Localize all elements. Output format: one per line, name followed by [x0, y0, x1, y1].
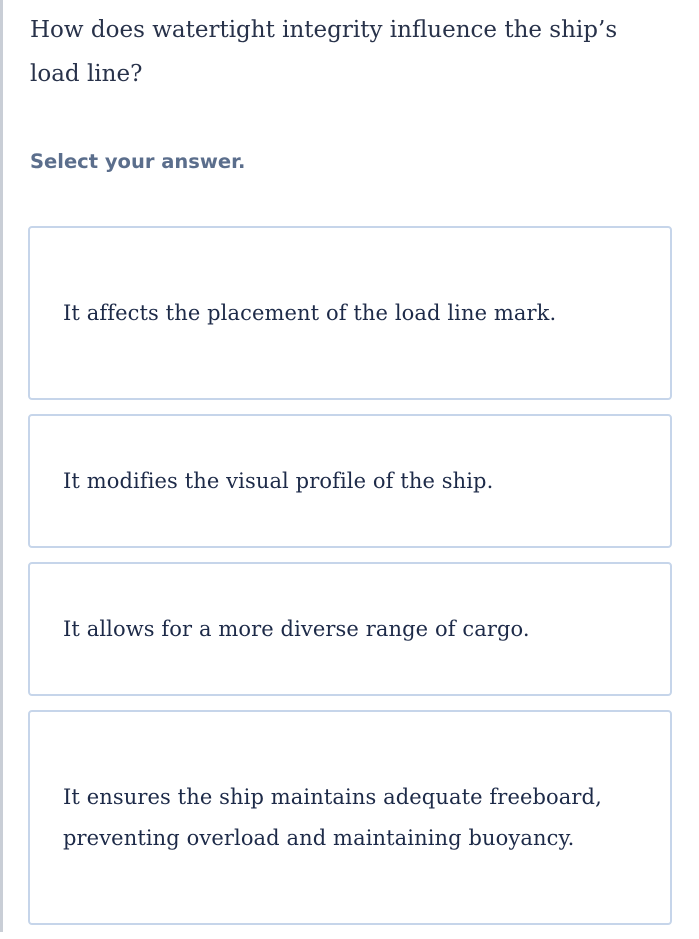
- answer-option-4[interactable]: [28, 710, 672, 925]
- answer-option-label: It modifies the visual profile of the ship.: [63, 468, 494, 493]
- left-edge-divider: [0, 0, 3, 932]
- question-text: How does watertight integrity influence the ship’s load line?: [30, 17, 618, 87]
- answer-options-list: [28, 226, 672, 939]
- answer-option-2[interactable]: [28, 414, 672, 548]
- answer-option-1[interactable]: [28, 226, 672, 400]
- answer-option-label: It affects the placement of the load line mark.: [63, 300, 557, 325]
- answer-option-label: It ensures the ship maintains adequate freeboard, preventing overload and maintaining buoyancy.: [63, 784, 602, 850]
- select-answer-prompt: Select your answer.: [30, 150, 246, 173]
- answer-option-label: It allows for a more diverse range of cargo.: [63, 616, 530, 641]
- answer-option-3[interactable]: [28, 562, 672, 696]
